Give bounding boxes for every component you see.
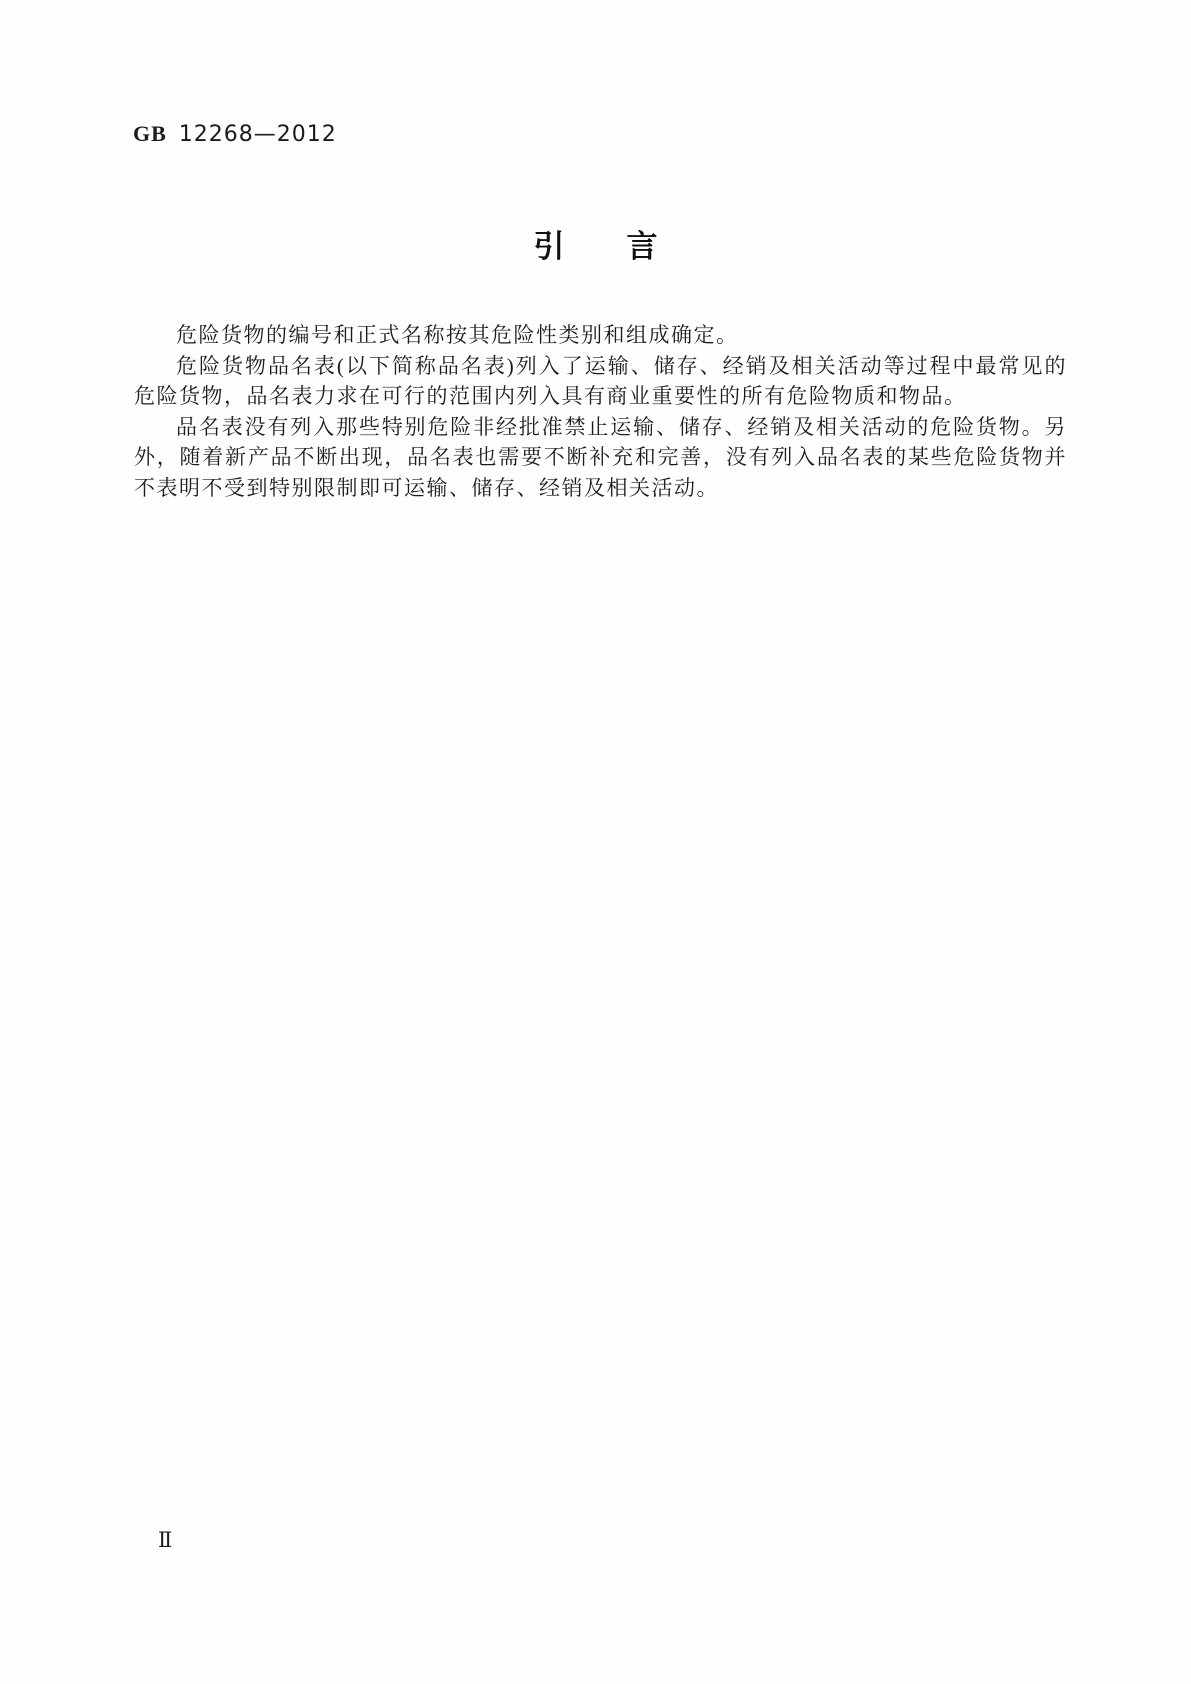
page-number: Ⅱ	[158, 1528, 173, 1552]
standard-code-header	[133, 121, 337, 147]
paragraph-2: 危险货物品名表(以下简称品名表)列入了运输、储存、经销及相关活动等过程中最常见的危险货物，品名表力求在可行的范围内列入具有商业重要性的所有危险物质和物品。	[134, 353, 1067, 409]
paragraph-1: 危险货物的编号和正式名称按其危险性类别和组成确定。	[176, 323, 739, 347]
standard-code-number: 12268—2012	[178, 122, 337, 147]
paragraph-3: 品名表没有列入那些特别危险非经批准禁止运输、储存、经销及相关活动的危险货物。另外，随着新产品不断出现，品名表也需要不断补充和完善，没有列入品名表的某些危险货物并不表明不受到特别限制即可运输、储存、经销及相关活动。	[134, 414, 1067, 500]
standard-code-prefix: GB	[133, 121, 167, 146]
page-title: 引 言	[533, 229, 658, 264]
introduction-body	[134, 320, 1067, 504]
